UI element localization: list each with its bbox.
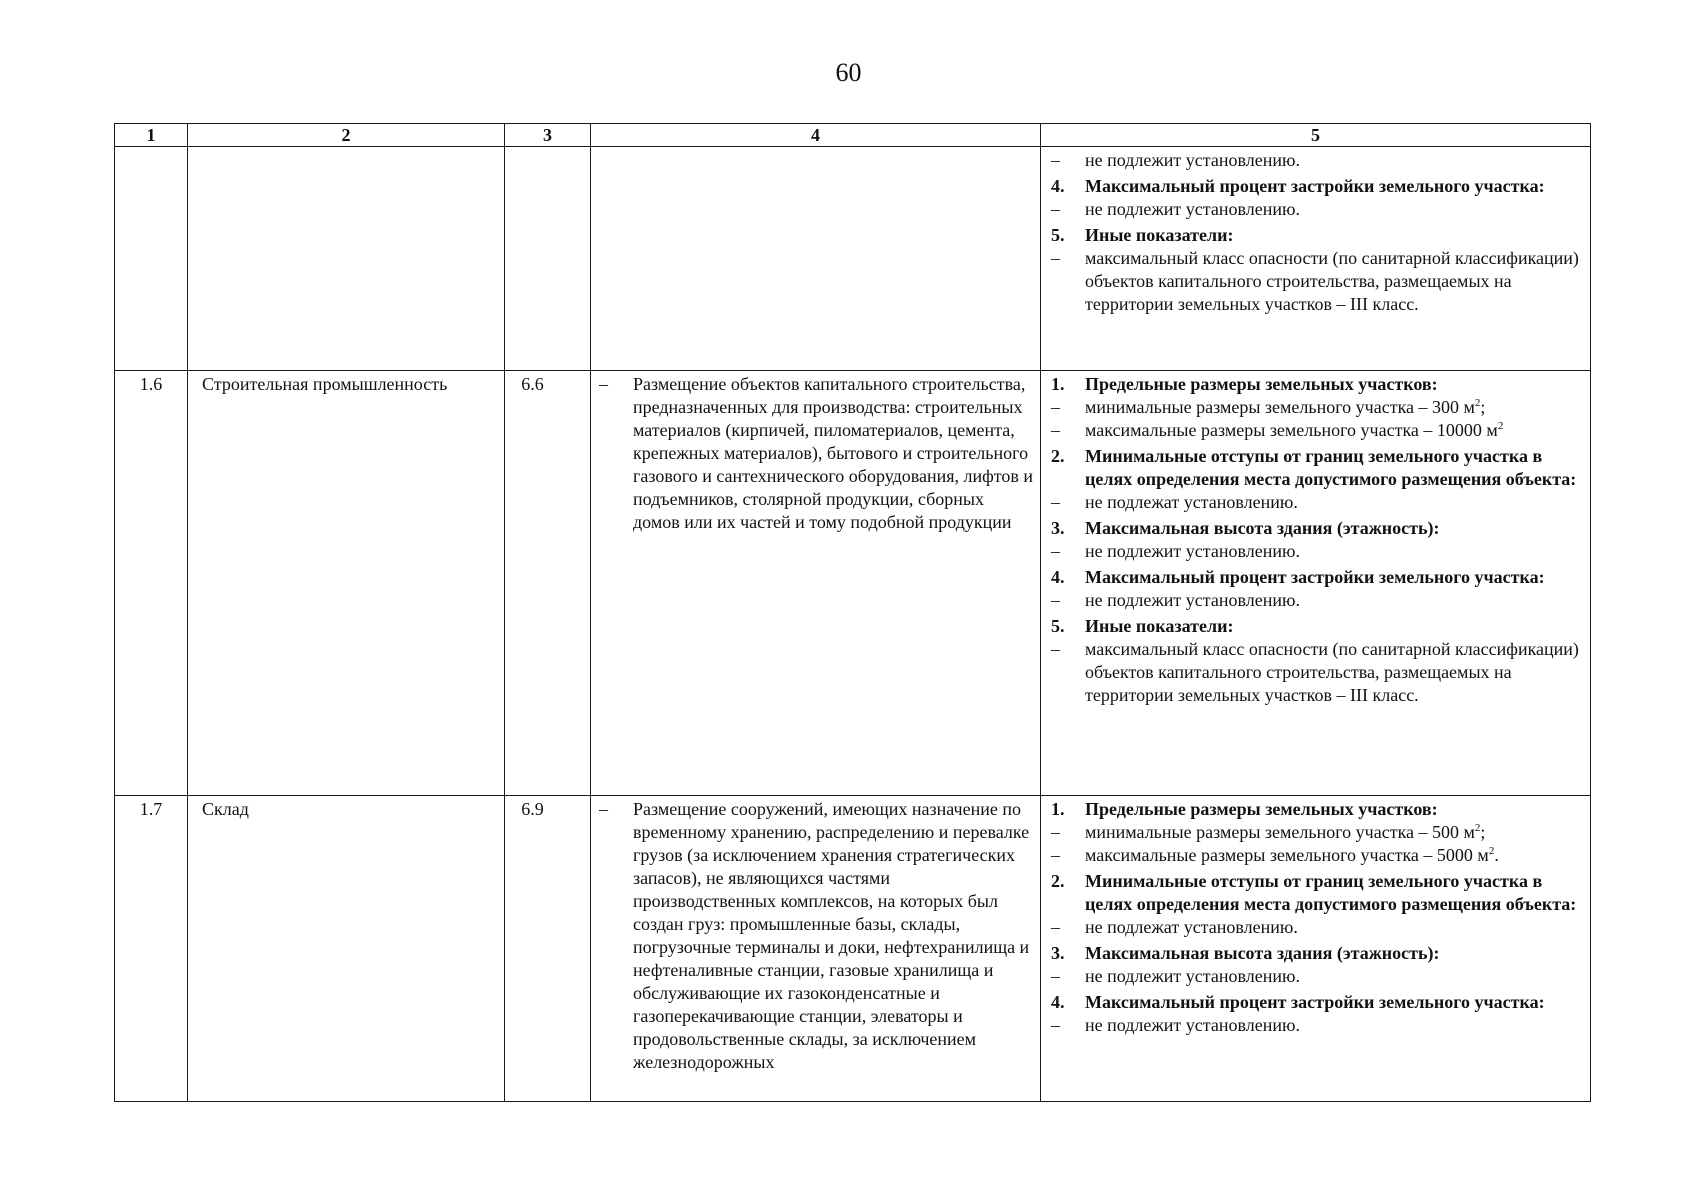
dash-marker: – bbox=[1051, 845, 1060, 865]
parameter-text: минимальные размеры земельного участка – 300 м bbox=[1085, 397, 1475, 417]
parameter-number: 4. bbox=[1051, 176, 1065, 196]
parameter-heading bbox=[1051, 615, 1584, 638]
dash-marker: – bbox=[599, 799, 608, 819]
parameter-text: не подлежат установлению. bbox=[1085, 917, 1298, 937]
parameter-value bbox=[1051, 638, 1584, 707]
description-item bbox=[599, 798, 1034, 1074]
punctuation: ; bbox=[1480, 397, 1486, 417]
column-header: 1 bbox=[115, 124, 188, 147]
parameter-heading bbox=[1051, 566, 1584, 589]
parameter-text: не подлежит установлению. bbox=[1085, 590, 1300, 610]
parameter-text: Иные показатели: bbox=[1085, 616, 1234, 636]
parameter-value bbox=[1051, 198, 1584, 221]
parameter-heading bbox=[1051, 870, 1584, 916]
parameters-cell bbox=[1041, 371, 1591, 796]
parameter-heading bbox=[1051, 175, 1584, 198]
parameter-number: 1. bbox=[1051, 374, 1065, 394]
table-row bbox=[115, 371, 1591, 796]
dash-marker: – bbox=[599, 374, 608, 394]
use-type-name bbox=[188, 147, 505, 371]
column-header: 2 bbox=[188, 124, 505, 147]
parameter-heading bbox=[1051, 991, 1584, 1014]
dash-marker: – bbox=[1051, 397, 1060, 417]
description-text: Размещение сооружений, имеющих назначение по временному хранению, распределению и перевалке грузов (за исключением хранения стратегических запасов), не являющихся частями производственных комплексов, на которых был создан груз: промышленные базы, склады, погрузочные терминалы и доки, нефтехранилища и нефтеналивные станции, газовые хранилища и обслуживающие их газоконденсатные и газоперекачивающие станции, элеваторы и продовольственные склады, за исключением железнодорожных bbox=[633, 799, 1030, 1072]
parameter-text: не подлежит установлению. bbox=[1085, 966, 1300, 986]
parameter-value bbox=[1051, 965, 1584, 988]
punctuation: . bbox=[1494, 845, 1499, 865]
parameter-text: Минимальные отступы от границ земельного участка в целях определения места допустимого размещения объекта: bbox=[1085, 446, 1577, 489]
parameter-value bbox=[1051, 916, 1584, 939]
parameter-text: не подлежит установлению. bbox=[1085, 150, 1300, 170]
description-item bbox=[599, 373, 1034, 534]
parameter-value bbox=[1051, 540, 1584, 563]
dash-marker: – bbox=[1051, 248, 1060, 268]
parameter-text: не подлежат установлению. bbox=[1085, 492, 1298, 512]
parameter-value bbox=[1051, 844, 1584, 867]
page-number: 60 bbox=[835, 58, 862, 87]
parameter-value bbox=[1051, 396, 1584, 419]
parameter-text: максимальный класс опасности (по санитарной классификации) объектов капитального строительства, размещаемых на территории земельных участков – III класс. bbox=[1085, 248, 1579, 314]
use-type-code: 6.9 bbox=[505, 796, 591, 1102]
parameter-value bbox=[1051, 1014, 1584, 1037]
parameter-number: 1. bbox=[1051, 799, 1065, 819]
parameter-number: 5. bbox=[1051, 616, 1065, 636]
parameter-number: 4. bbox=[1051, 567, 1065, 587]
dash-marker: – bbox=[1051, 541, 1060, 561]
parameter-heading bbox=[1051, 445, 1584, 491]
dash-marker: – bbox=[1051, 822, 1060, 842]
row-number: 1.7 bbox=[115, 796, 188, 1102]
parameter-text: Максимальный процент застройки земельного участка: bbox=[1085, 176, 1545, 196]
parameter-text: Максимальная высота здания (этажность): bbox=[1085, 943, 1440, 963]
column-header: 4 bbox=[591, 124, 1041, 147]
parameter-heading bbox=[1051, 798, 1584, 821]
parameter-value bbox=[1051, 419, 1584, 442]
parameter-heading bbox=[1051, 942, 1584, 965]
description-text: Размещение объектов капитального строительства, предназначенных для производства: строительных материалов (кирпичей, пиломатериалов, цемента, крепежных материалов), бытового и строительного газового и сантехнического оборудования, лифтов и подъемников, столярной продукции, сборных домов или их частей и тому подобной продукции bbox=[633, 374, 1034, 532]
column-header: 3 bbox=[505, 124, 591, 147]
use-type-name: Склад bbox=[188, 796, 505, 1102]
parameter-number: 3. bbox=[1051, 943, 1065, 963]
unit-superscript: 2 bbox=[1488, 845, 1495, 857]
parameter-text: Максимальный процент застройки земельного участка: bbox=[1085, 567, 1545, 587]
use-type-description bbox=[591, 371, 1041, 796]
parameter-value bbox=[1051, 149, 1584, 172]
parameter-number: 3. bbox=[1051, 518, 1065, 538]
unit-superscript: 2 bbox=[1474, 822, 1481, 834]
dash-marker: – bbox=[1051, 492, 1060, 512]
parameter-text: Предельные размеры земельных участков: bbox=[1085, 374, 1438, 394]
unit-superscript: 2 bbox=[1497, 420, 1504, 432]
parameter-value bbox=[1051, 491, 1584, 514]
dash-marker: – bbox=[1051, 966, 1060, 986]
parameter-number: 4. bbox=[1051, 992, 1065, 1012]
dash-marker: – bbox=[1051, 917, 1060, 937]
punctuation: ; bbox=[1480, 822, 1486, 842]
parameter-text: максимальные размеры земельного участка – 5000 м bbox=[1085, 845, 1489, 865]
column-header: 5 bbox=[1041, 124, 1591, 147]
parameter-heading bbox=[1051, 373, 1584, 396]
dash-marker: – bbox=[1051, 1015, 1060, 1035]
row-number: 1.6 bbox=[115, 371, 188, 796]
parameter-text: минимальные размеры земельного участка – 500 м bbox=[1085, 822, 1475, 842]
parameter-text: не подлежит установлению. bbox=[1085, 199, 1300, 219]
parameter-heading bbox=[1051, 224, 1584, 247]
zoning-table bbox=[114, 123, 1591, 1102]
dash-marker: – bbox=[1051, 590, 1060, 610]
use-type-description bbox=[591, 796, 1041, 1102]
parameter-text: не подлежит установлению. bbox=[1085, 1015, 1300, 1035]
use-type-code: 6.6 bbox=[505, 371, 591, 796]
row-number bbox=[115, 147, 188, 371]
dash-marker: – bbox=[1051, 199, 1060, 219]
parameter-text: Предельные размеры земельных участков: bbox=[1085, 799, 1438, 819]
unit-superscript: 2 bbox=[1474, 397, 1481, 409]
parameter-text: максимальный класс опасности (по санитарной классификации) объектов капитального строительства, размещаемых на территории земельных участков – III класс. bbox=[1085, 639, 1579, 705]
parameter-text: максимальные размеры земельного участка – 10000 м bbox=[1085, 420, 1498, 440]
use-type-description bbox=[591, 147, 1041, 371]
dash-marker: – bbox=[1051, 420, 1060, 440]
parameter-text: Максимальный процент застройки земельного участка: bbox=[1085, 992, 1545, 1012]
parameter-text: Иные показатели: bbox=[1085, 225, 1234, 245]
parameter-text: Минимальные отступы от границ земельного участка в целях определения места допустимого размещения объекта: bbox=[1085, 871, 1577, 914]
table-row bbox=[115, 147, 1591, 371]
use-type-name: Строительная промышленность bbox=[188, 371, 505, 796]
parameter-value bbox=[1051, 821, 1584, 844]
parameters-cell bbox=[1041, 796, 1591, 1102]
column-header-row bbox=[115, 124, 1591, 147]
parameter-number: 2. bbox=[1051, 871, 1065, 891]
parameter-text: Максимальная высота здания (этажность): bbox=[1085, 518, 1440, 538]
dash-marker: – bbox=[1051, 150, 1060, 170]
table-row bbox=[115, 796, 1591, 1102]
parameters-cell bbox=[1041, 147, 1591, 371]
use-type-code bbox=[505, 147, 591, 371]
parameter-number: 2. bbox=[1051, 446, 1065, 466]
parameter-text: не подлежит установлению. bbox=[1085, 541, 1300, 561]
parameter-number: 5. bbox=[1051, 225, 1065, 245]
parameter-heading bbox=[1051, 517, 1584, 540]
parameter-value bbox=[1051, 589, 1584, 612]
dash-marker: – bbox=[1051, 639, 1060, 659]
parameter-value bbox=[1051, 247, 1584, 316]
